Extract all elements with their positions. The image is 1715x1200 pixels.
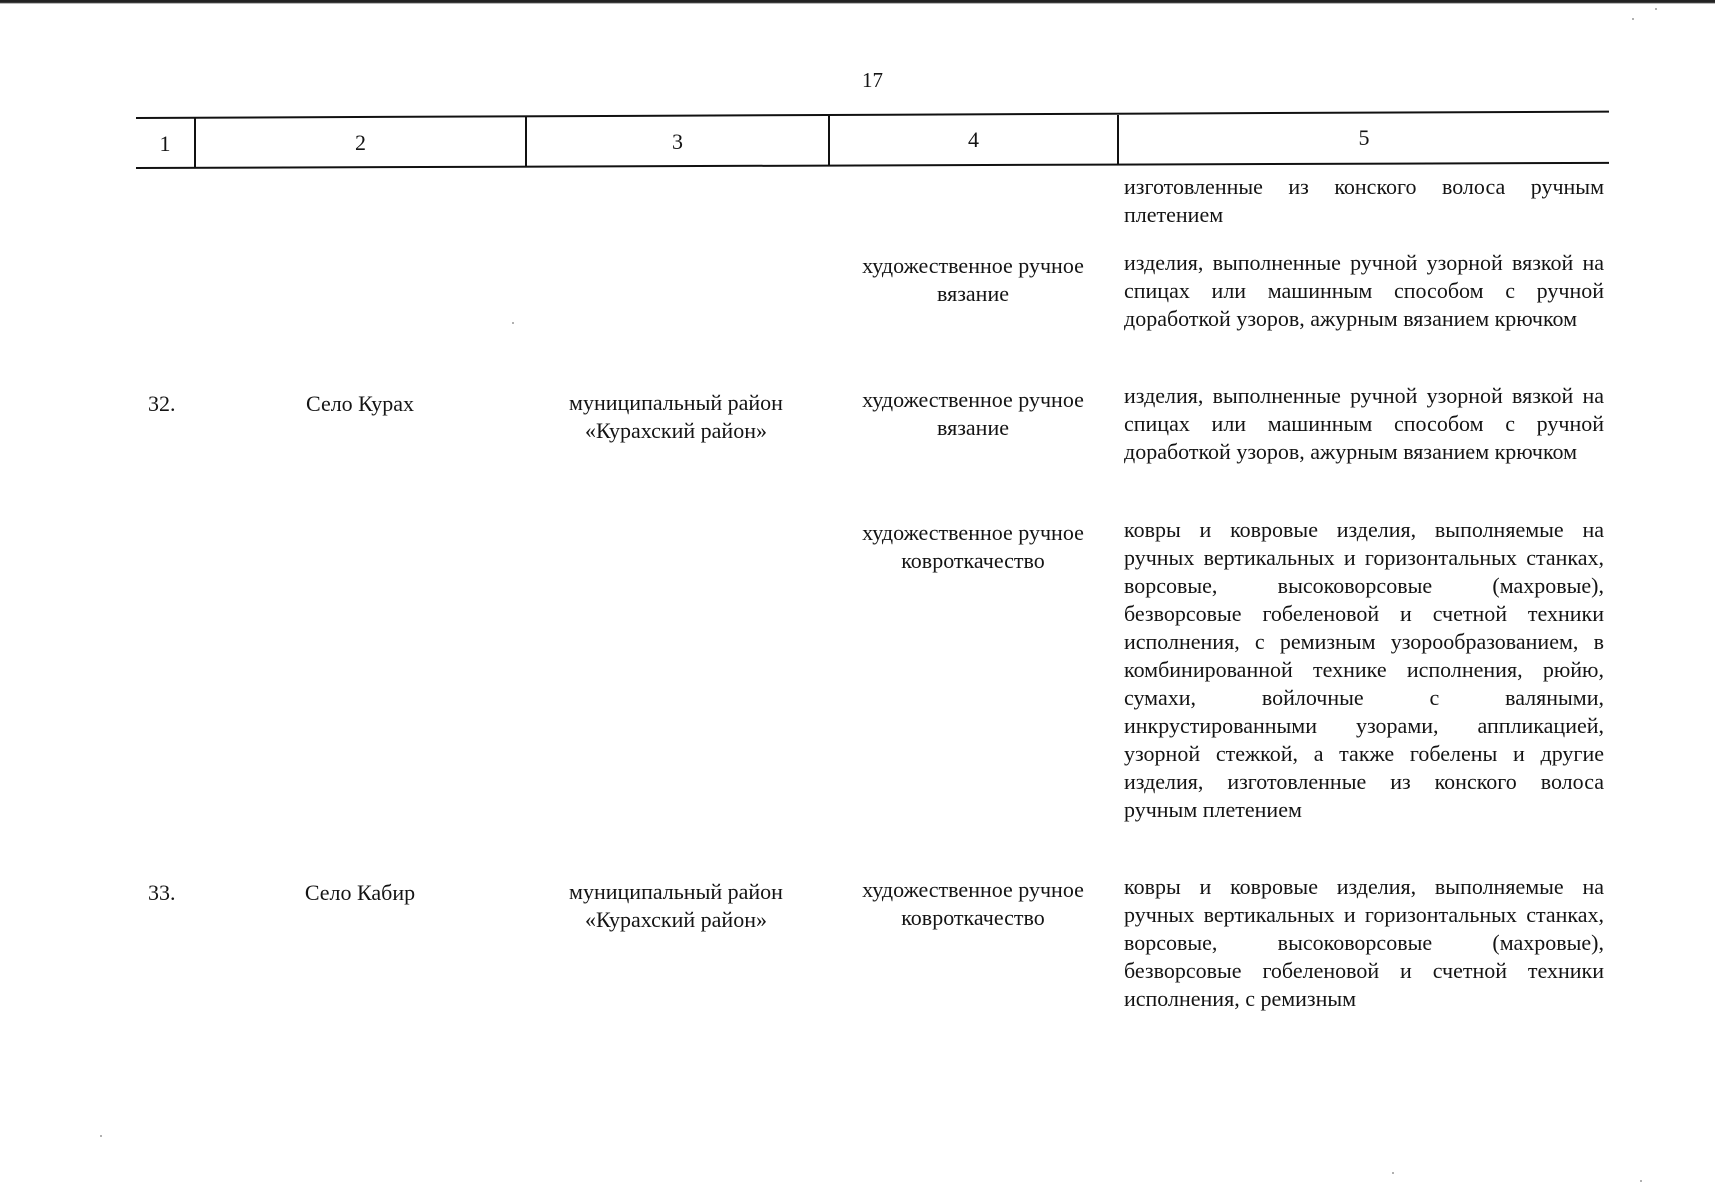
- page-number: 17: [862, 68, 883, 92]
- table-row-place: Село Курах: [306, 391, 414, 416]
- scan-speck: [100, 1135, 102, 1137]
- column-header-2: 2: [355, 130, 366, 155]
- table-row-description: изготовленные из конского волоса ручным плетением: [1124, 174, 1604, 227]
- table-row-description: ковры и ковровые изделия, выполняемые на ручных вертикальных и горизонтальных станках, ворсовые, высоковорсовые (махровые), безворсовые гобеленовой и счетной техники исполнения, с ремизным узорообразованием, в комбинированной технике исполнения, рюйю, сумахи, войлочные с валяными, инкрустированными узорами, аппликацией, узорной стежкой, а также гобелены и другие изделия, изготовленные из конского волоса ручным плетением: [1124, 517, 1604, 822]
- scan-top-edge: [0, 0, 1715, 4]
- table-row-description: ковры и ковровые изделия, выполняемые на ручных вертикальных и горизонтальных станках, ворсовые, высоковорсовые (махровые), безворсовые гобеленовой и счетной техники исполнения, с ремизным: [1124, 874, 1604, 1011]
- table-row-number: 32.: [148, 391, 176, 416]
- table-row-craft: художественное ручное вязание: [862, 387, 1084, 440]
- table-row-place: Село Кабир: [304, 880, 416, 905]
- scan-speck: [512, 322, 514, 324]
- scan-speck: [1632, 18, 1634, 20]
- column-header-3: 3: [672, 129, 683, 154]
- scan-speck: [1640, 1180, 1642, 1182]
- table-row-district: муниципальный район «Курахский район»: [569, 390, 783, 443]
- table-row-number: 33.: [148, 880, 176, 905]
- table-row-district: муниципальный район «Курахский район»: [569, 879, 783, 932]
- scan-speck: [1392, 1172, 1394, 1174]
- table-row-craft: художественное ручное вязание: [862, 253, 1084, 306]
- table-row-craft: художественное ручное ковроткачество: [862, 520, 1084, 573]
- table-row-craft: художественное ручное ковроткачество: [862, 877, 1084, 930]
- table-row-description: изделия, выполненные ручной узорной вязкой на спицах или машинным способом с ручной доработкой узоров, ажурным вязанием крючком: [1124, 250, 1604, 331]
- scan-speck: [1655, 8, 1657, 10]
- table-row-description: изделия, выполненные ручной узорной вязкой на спицах или машинным способом с ручной доработкой узоров, ажурным вязанием крючком: [1124, 383, 1604, 464]
- column-header-1: 1: [159, 131, 171, 156]
- column-header-5: 5: [1358, 125, 1370, 150]
- column-header-4: 4: [968, 127, 979, 152]
